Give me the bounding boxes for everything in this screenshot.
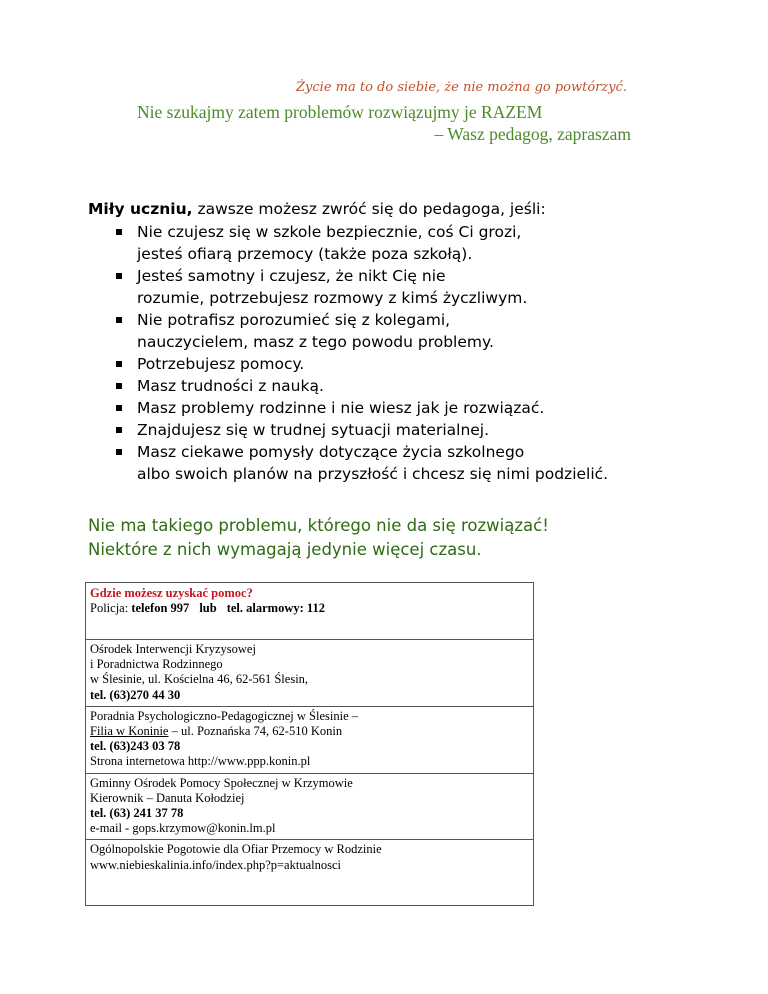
list-item xyxy=(115,221,675,265)
square-bullet-icon xyxy=(116,427,122,433)
ppp-cell xyxy=(86,707,533,774)
situations-list xyxy=(115,221,675,485)
oik-address: w Ślesinie, ul. Kościelna 46, 62-561 Ślesin, xyxy=(90,672,309,687)
list-item-line: nauczycielem, masz z tego powodu problemy. xyxy=(137,333,494,351)
oik-name: Ośrodek Interwencji Kryzysowej xyxy=(90,642,256,656)
gops-cell xyxy=(86,774,533,841)
square-bullet-icon xyxy=(116,229,122,235)
square-bullet-icon xyxy=(116,317,122,323)
list-item xyxy=(115,419,675,441)
closing-line-2: Niektóre z nich wymagają jedynie więcej czasu. xyxy=(88,540,482,559)
intro-greeting: Miły uczniu, xyxy=(88,200,193,218)
intro-rest: zawsze możesz zwróć się do pedagoga, jeśli: xyxy=(192,200,546,218)
list-item-line: Masz trudności z nauką. xyxy=(137,377,324,395)
gops-name: Gminny Ośrodek Pomocy Społecznej w Krzymowie xyxy=(90,775,353,790)
gops-email[interactable]: e-mail - gops.krzymow@konin.lm.pl xyxy=(90,821,276,836)
ppp-website[interactable]: Strona internetowa http://www.ppp.konin.pl xyxy=(90,754,311,769)
gops-phone: tel. (63) 241 37 78 xyxy=(90,806,184,821)
closing-line-1: Nie ma takiego problemu, którego nie da się rozwiązać! xyxy=(88,516,549,535)
oik-cell xyxy=(86,640,533,707)
police-line xyxy=(90,601,529,616)
list-item xyxy=(115,397,675,419)
list-item xyxy=(115,265,675,309)
police-alarm: tel. alarmowy: 112 xyxy=(226,601,325,616)
ppp-address xyxy=(90,724,529,739)
square-bullet-icon xyxy=(116,405,122,411)
police-or: lub xyxy=(199,601,217,616)
list-item-line: Znajdujesz się w trudnej sytuacji materialnej. xyxy=(137,421,490,439)
list-item xyxy=(115,353,675,375)
blue-line-cell xyxy=(86,840,533,905)
list-item-line: Nie potrafisz porozumieć się z kolegami, xyxy=(137,311,451,329)
square-bullet-icon xyxy=(116,383,122,389)
intro-text xyxy=(88,198,546,220)
list-item xyxy=(115,441,675,485)
list-item xyxy=(115,309,675,353)
list-item xyxy=(115,375,675,397)
list-item-line: albo swoich planów na przyszłość i chcesz się nimi podzielić. xyxy=(137,465,609,483)
list-item-line: Jesteś samotny i czujesz, że nikt Cię nie xyxy=(137,267,446,285)
gops-manager: Kierownik – Danuta Kołodziej xyxy=(90,790,245,805)
list-item-line: rozumie, potrzebujesz rozmowy z kimś życzliwym. xyxy=(137,289,528,307)
blue-line-website[interactable]: www.niebieskalinia.info/index.php?p=aktualnosci xyxy=(90,857,341,872)
oik-phone: tel. (63)270 44 30 xyxy=(90,687,181,702)
list-item-line: Masz ciekawe pomysły dotyczące życia szkolnego xyxy=(137,443,525,461)
list-item-line: Nie czujesz się w szkole bezpiecznie, coś Ci grozi, xyxy=(137,223,522,241)
ppp-phone: tel. (63)243 03 78 xyxy=(90,739,181,754)
ppp-name: Poradnia Psychologiczno-Pedagogicznej w Ślesinie – xyxy=(90,708,358,723)
motto-line-1: Życie ma to do siebie, że nie można go powtórzyć. xyxy=(296,80,627,95)
square-bullet-icon xyxy=(116,449,122,455)
police-phone: telefon 997 xyxy=(131,601,190,616)
help-title: Gdzie możesz uzyskać pomoc? xyxy=(90,586,253,600)
list-item-line: jesteś ofiarą przemocy (także poza szkołą). xyxy=(137,245,473,263)
motto-line-3: – Wasz pedagog, zapraszam xyxy=(434,124,631,144)
help-header-cell xyxy=(86,583,533,640)
oik-name-2: i Poradnictwa Rodzinnego xyxy=(90,657,223,672)
ppp-branch-link[interactable]: Filia w Koninie xyxy=(90,724,169,739)
closing-message xyxy=(88,514,688,562)
list-item-line: Potrzebujesz pomocy. xyxy=(137,355,305,373)
square-bullet-icon xyxy=(116,361,122,367)
ppp-address-rest: – ul. Poznańska 74, 62-510 Konin xyxy=(168,724,343,739)
list-item-line: Masz problemy rodzinne i nie wiesz jak je rozwiązać. xyxy=(137,399,545,417)
square-bullet-icon xyxy=(116,273,122,279)
motto-line-2: Nie szukajmy zatem problemów rozwiązujmy je RAZEM xyxy=(137,102,543,122)
help-contacts-table xyxy=(85,582,534,906)
blue-line-name: Ogólnopolskie Pogotowie dla Ofiar Przemocy w Rodzinie xyxy=(90,842,382,857)
police-label: Policja: xyxy=(90,601,132,616)
